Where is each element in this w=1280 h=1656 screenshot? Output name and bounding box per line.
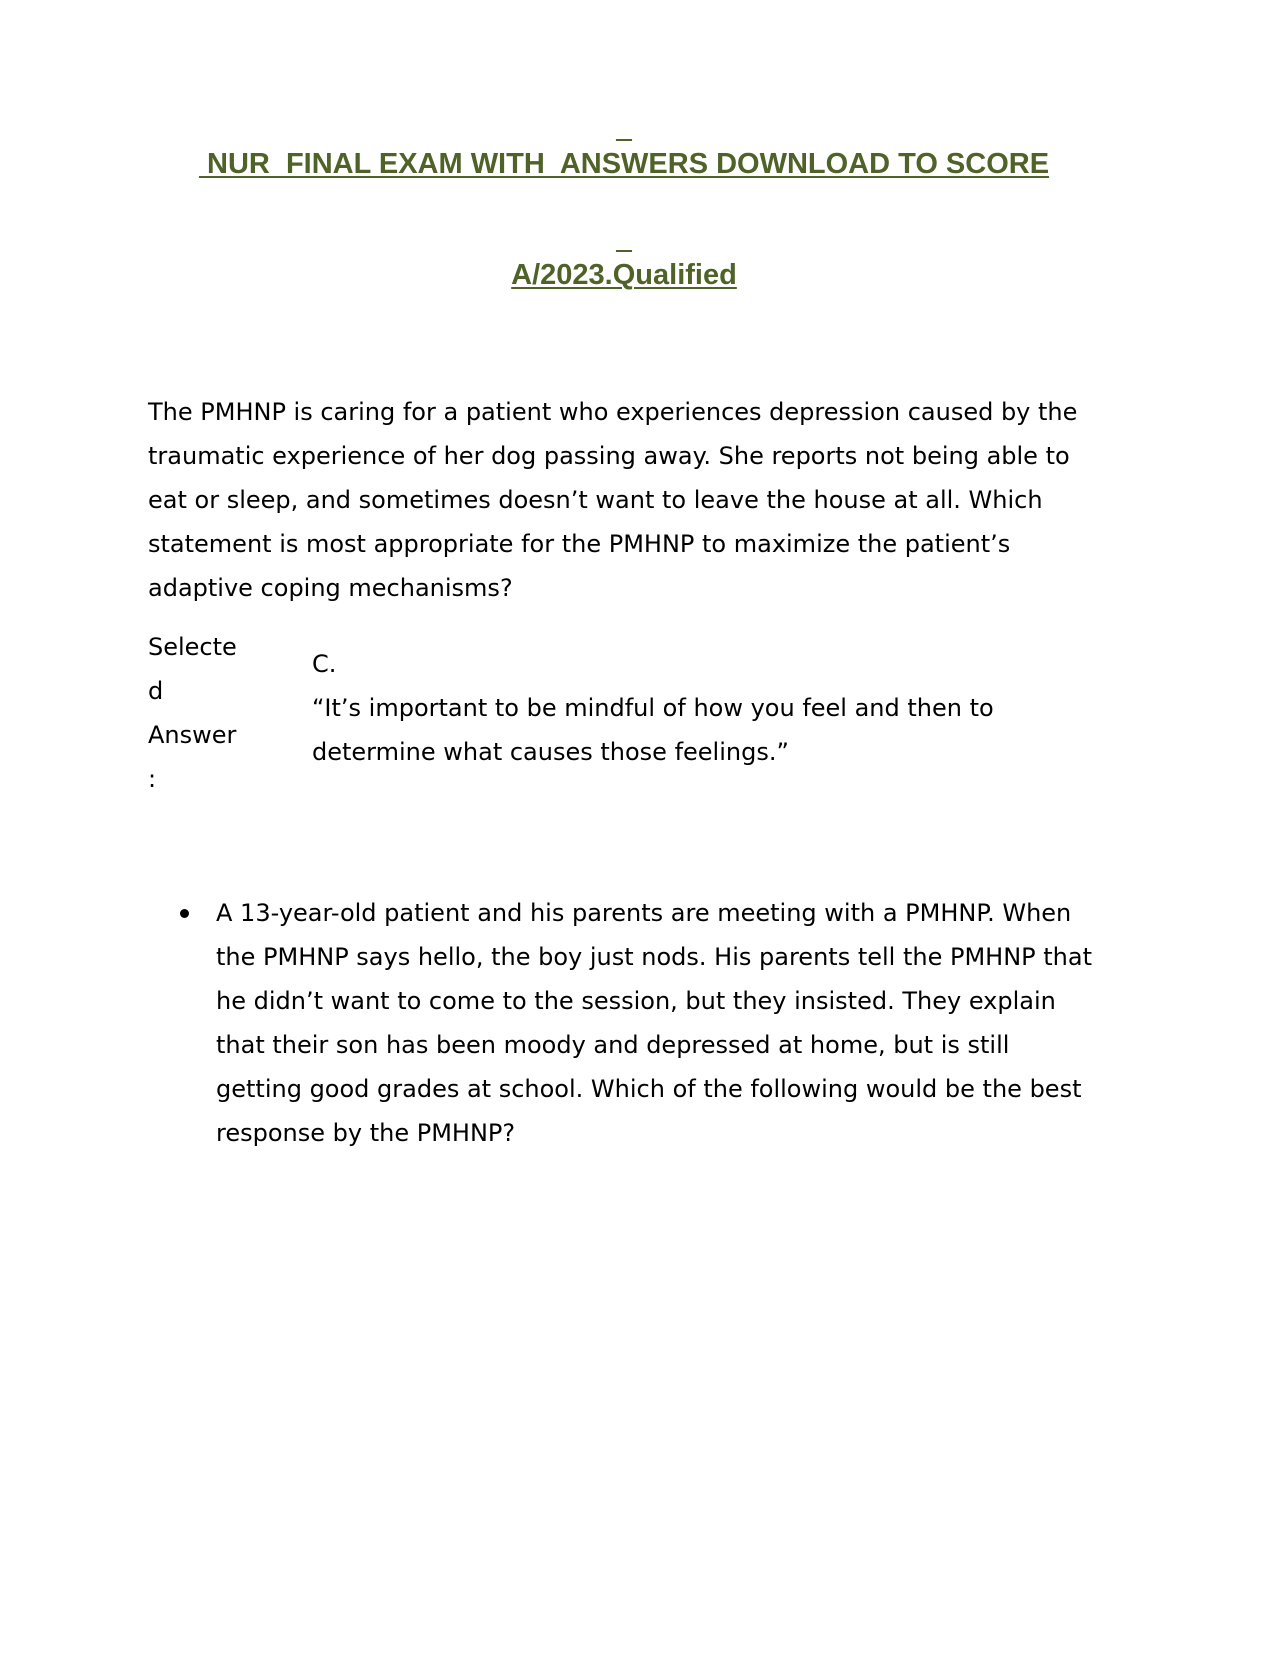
question-list [180,891,1100,1155]
bullet-icon [180,909,189,918]
selected-answer-label [148,625,237,801]
document-title-line-1: NUR FINAL EXAM WITH ANSWERS DOWNLOAD TO SCORE [198,148,1050,180]
document-title [170,72,1078,331]
answer-letter: C. [312,650,337,678]
question-2-text: A 13-year-old patient and his parents are meeting with a PMHNP. When the PMHNP says hello, the boy just nods. His parents tell the PMHNP that he didn’t want to come to the session, but they insisted. They explain that their son has been moody and depressed at home, but is still getting good grades at school. Which of the following would be the best response by the PMHNP? [216,899,1092,1147]
question-1-text: The PMHNP is caring for a patient who experiences depression caused by the traumatic experience of her dog passing away. She reports not being able to eat or sleep, and sometimes doesn’t want to leave the house at all. Which statement is most appropriate for the PMHNP to maximize the patient’s adaptive coping mechanisms? [148,398,1078,602]
document-title-line-2: A/2023.Qualified [511,259,737,291]
list-item [180,891,1100,1155]
answer-text: “It’s important to be mindful of how you feel and then to determine what causes those feelings.” [312,694,994,766]
selected-answer-content [312,642,1112,774]
selected-answer-label-line: d [148,677,164,705]
selected-answer-label-line: Selecte [148,633,237,661]
selected-answer-label-line: Answer [148,721,237,749]
selected-answer-label-line: : [148,765,157,793]
